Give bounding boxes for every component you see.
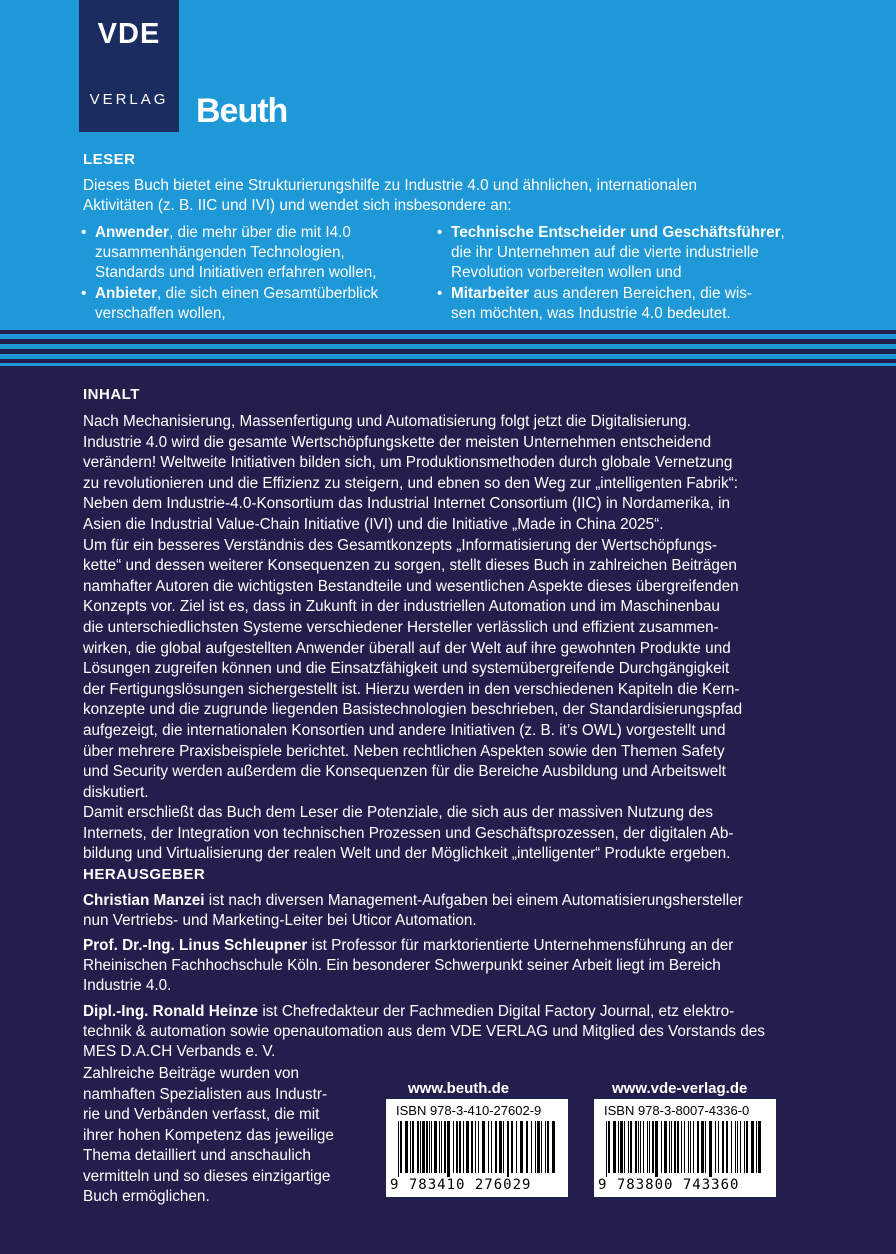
barcode-bar <box>746 1121 748 1173</box>
bullet-text: , <box>780 224 785 241</box>
bullet-anwender <box>81 223 377 283</box>
barcode-bar <box>541 1121 542 1173</box>
editor-bio: Industrie 4.0. <box>83 977 172 994</box>
isbn-barcode-beuth <box>386 1099 568 1197</box>
bullet-dot: • <box>437 224 443 241</box>
barcode-bar <box>547 1121 549 1173</box>
beuth-url[interactable]: www.beuth.de <box>408 1080 510 1097</box>
inhalt-line: konzepte und die zugrunde liegenden Basistechnologien beschrieben, der Standardisierungspfad <box>83 701 743 719</box>
barcode-graphic <box>604 1121 766 1179</box>
barcode-bar <box>488 1121 489 1173</box>
contributors-note <box>83 1064 334 1208</box>
barcode-bar <box>737 1121 738 1173</box>
barcode-bar <box>677 1121 679 1173</box>
barcode-bar <box>756 1121 757 1173</box>
bullet-text: Standards und Initiativen erfahren wollen, <box>95 264 377 281</box>
inhalt-line: über mehrere Praxisbeispiele berichtet. Neben rechtlichen Aspekten sowie den Themen Safety <box>83 742 725 760</box>
inhalt-line: aufgezeigt, die internationalen Konsortien und andere Initiativen (z. B. it’s OWL) vorgestellt und <box>83 721 726 739</box>
barcode-bar <box>552 1121 555 1173</box>
leser-intro-line: Dieses Buch bietet eine Strukturierungshilfe zu Industrie 4.0 und ähnlichen, internationalen <box>83 177 697 194</box>
barcode-bar <box>606 1121 607 1177</box>
vde-logo <box>79 0 179 132</box>
barcode-bar <box>688 1121 689 1173</box>
editor-bio: Rheinischen Fachhochschule Köln. Ein besonderer Schwerpunkt seiner Arbeit liegt im Bereich <box>83 957 721 974</box>
inhalt-line: Konzepts vor. Ziel ist es, dass in Zukunft in der industriellen Automation und im Maschinenbau <box>83 598 720 616</box>
barcode-bar <box>531 1121 532 1173</box>
isbn-barcode-vde <box>594 1099 776 1197</box>
note-line: ihrer hohen Kompetenz das jeweilige <box>83 1126 334 1144</box>
barcode-bar <box>630 1121 632 1173</box>
barcode-bar <box>735 1121 736 1173</box>
barcode-bar <box>669 1121 670 1173</box>
barcode-bar <box>495 1121 497 1173</box>
barcode-bar <box>684 1121 685 1173</box>
bullet-bold: Technische Entscheider und Geschäftsführer <box>451 224 781 241</box>
inhalt-line: wirken, die global aufgestellten Anwender überall auf der Welt auf ihre gewohnten Produkte und <box>83 639 731 657</box>
barcode-bar <box>705 1121 706 1173</box>
barcode-bar <box>693 1121 694 1173</box>
bullet-bold: Anwender <box>95 224 169 241</box>
barcode-bar <box>647 1121 648 1173</box>
bullet-dot: • <box>81 285 87 302</box>
barcode-bar <box>491 1121 492 1173</box>
bullet-text: zusammenhängenden Technologien, <box>95 244 345 261</box>
barcode-bar <box>422 1121 425 1173</box>
barcode-bar <box>674 1121 676 1173</box>
beuth-logo: Beuth <box>196 92 288 130</box>
barcode-bar <box>697 1121 699 1173</box>
barcode-bar <box>709 1121 712 1177</box>
barcode-bar <box>613 1121 616 1173</box>
vde-logo-text: VDE <box>97 18 161 50</box>
editor-bio: ist Chefredakteur der Fachmedien Digital Factory Journal, etz elektro- <box>258 1003 735 1020</box>
inhalt-heading: INHALT <box>83 386 140 403</box>
barcode-bar <box>475 1121 476 1173</box>
barcode-bar <box>466 1121 469 1173</box>
barcode-bar <box>463 1121 464 1173</box>
barcode-bar <box>456 1121 458 1173</box>
inhalt-line: diskutiert. <box>83 783 149 801</box>
bullet-bold: Anbieter <box>95 285 158 302</box>
barcode-bar <box>624 1121 625 1173</box>
editor-bio: technik & automation sowie openautomation aus dem VDE VERLAG und Mitglied des Vorstands des <box>83 1023 765 1040</box>
editor-name: Dipl.-Ing. Ronald Heinze <box>83 1003 259 1020</box>
inhalt-line: kette“ und dessen weiterer Konsequenzen zu sorgen, stellt dieses Buch in zahlreichen Beiträgen <box>83 557 737 575</box>
barcode-bar <box>400 1121 402 1173</box>
leser-heading: LESER <box>83 151 136 168</box>
editor-name: Christian Manzei <box>83 892 205 909</box>
decorative-stripes <box>0 330 896 370</box>
note-line: Buch ermöglichen. <box>83 1188 210 1205</box>
barcode-bar <box>516 1121 517 1173</box>
inhalt-line: zu revolutionieren und die Effizienz zu steigern, und ebnen so den Weg zur „intelligenten Fabrik“: <box>83 474 739 492</box>
barcode-bar <box>751 1121 754 1173</box>
barcode-bar <box>439 1121 440 1173</box>
editor-name: Prof. Dr.-Ing. Linus Schleupner <box>83 937 308 954</box>
barcode-bar <box>471 1121 473 1173</box>
bullet-text: , die sich einen Gesamtüberblick <box>157 285 379 302</box>
leser-intro <box>83 176 697 216</box>
barcode-bar <box>441 1121 442 1173</box>
barcode-bar <box>701 1121 704 1173</box>
bullet-text: Revolution vorbereiten wollen und <box>451 264 682 281</box>
barcode-bar <box>478 1121 479 1173</box>
barcode-bar <box>661 1121 662 1173</box>
bullet-dot: • <box>81 224 87 241</box>
barcode-bar <box>731 1121 732 1173</box>
editor-bio: MES D.A.CH Verbands e. V. <box>83 1043 276 1060</box>
bullet-text: verschaffen wollen, <box>95 305 226 322</box>
barcode-bar <box>412 1121 414 1173</box>
inhalt-line: namhafter Autoren die wichtigsten Bestandteile und wesentlichen Aspekte dieses übergreifenden <box>83 577 739 595</box>
editor-bio: ist Professor für marktorientierte Unternehmensführung an der <box>307 937 734 954</box>
inhalt-line: Internets, der Integration von technischen Prozessen und Geschäftsprozessen, der digitalen Ab- <box>83 824 734 842</box>
inhalt-line: Asien die Industrial Value-Chain Initiative (IVI) und die Initiative „Made in China 2025“. <box>83 515 664 533</box>
barcode-bar <box>426 1121 428 1173</box>
note-line: Thema detailliert und anschaulich <box>83 1147 311 1164</box>
editor-bio: ist nach diversen Management-Aufgaben bei einem Automatisierungshersteller <box>204 892 743 909</box>
herausgeber-heading: HERAUSGEBER <box>83 866 206 883</box>
barcode-bar <box>482 1121 485 1173</box>
barcode-bar <box>503 1121 504 1173</box>
inhalt-line: der Fertigungslösungen sichergestellt ist. Hierzu werden in den verschiedenen Kapiteln die Kern- <box>83 680 740 698</box>
note-line: Zahlreiche Beiträge wurden von <box>83 1065 299 1082</box>
barcode-bar <box>499 1121 502 1173</box>
barcode-bar <box>690 1121 691 1173</box>
barcode-bar <box>635 1121 637 1173</box>
barcode-bar <box>715 1121 716 1173</box>
barcode-bar <box>649 1121 650 1173</box>
leser-intro-line: Aktivitäten (z. B. IIC und IVI) und wendet sich insbesondere an: <box>83 197 512 214</box>
barcode-bar <box>420 1121 421 1173</box>
inhalt-line: und Security werden außerdem die Konsequenzen für die Bereiche Ausbildung und Arbeitswelt <box>83 763 726 781</box>
barcode-bar <box>640 1121 641 1173</box>
barcode-bar <box>535 1121 536 1173</box>
bullet-text: die ihr Unternehmen auf die vierte industrielle <box>451 244 759 261</box>
bullet-anbieter <box>81 284 379 324</box>
barcode-digits: 9 783800 743360 <box>598 1177 740 1193</box>
barcode-bar <box>526 1121 528 1173</box>
barcode-bar <box>655 1121 658 1177</box>
barcode-bar <box>726 1121 728 1173</box>
barcode-graphic <box>396 1121 558 1179</box>
inhalt-line: Nach Mechanisierung, Massenfertigung und Automatisierung folgt jetzt die Digitalisierung. <box>83 413 691 430</box>
barcode-bar <box>410 1121 411 1173</box>
barcode-bar <box>671 1121 672 1173</box>
barcode-bar <box>608 1121 610 1173</box>
barcode-bar <box>722 1121 724 1173</box>
barcode-bar <box>511 1121 513 1173</box>
inhalt-line: verändern! Weltweite Initiativen bilden sich, um Produktionsmethoden durch globale Vernetzung <box>83 454 733 472</box>
note-line: rie und Verbänden verfasst, die mit <box>83 1106 320 1123</box>
barcode-bar <box>744 1121 745 1173</box>
verlag-logo-text: VERLAG <box>89 91 169 108</box>
barcode-bar <box>620 1121 623 1173</box>
barcode-bar <box>398 1121 399 1177</box>
barcode-bar <box>431 1121 432 1173</box>
vde-verlag-url[interactable]: www.vde-verlag.de <box>612 1080 748 1097</box>
barcode-bar <box>520 1121 523 1173</box>
editor-heinze <box>83 1002 803 1062</box>
bullet-mitarbeiter <box>437 284 752 324</box>
barcode-bar <box>628 1121 629 1173</box>
barcode-bar <box>740 1121 741 1173</box>
bullet-entscheider <box>437 223 785 283</box>
inhalt-text <box>83 412 803 865</box>
barcode-bar <box>618 1121 619 1173</box>
isbn-label: ISBN 978-3-8007-4336-0 <box>604 1103 750 1118</box>
bullet-bold: Mitarbeiter <box>451 285 530 302</box>
bullet-dot: • <box>437 285 443 302</box>
barcode-bar <box>429 1121 430 1173</box>
barcode-bar <box>417 1121 419 1173</box>
barcode-bar <box>453 1121 454 1173</box>
barcode-bar <box>718 1121 719 1173</box>
inhalt-line: Damit erschließt das Buch dem Leser die Potenziale, die sich aus der massiven Nutzung des <box>83 804 714 822</box>
editor-manzei <box>83 891 803 931</box>
barcode-bar <box>664 1121 667 1173</box>
inhalt-line: Lösungen zugreifen können und die Einsatzfähigkeit und systemübergreifende Durchgängigkeit <box>83 660 730 678</box>
inhalt-line: bildung und Virtualisierung der realen Welt und der Möglichkeit „intelligenter“ Produkte ergeben. <box>83 845 731 863</box>
inhalt-line: die unterschiedlichsten Systeme verschiedener Hersteller verlässlich und effizient zusammen- <box>83 618 719 636</box>
note-line: namhaften Spezialisten aus Industr- <box>83 1085 328 1103</box>
inhalt-line: Neben dem Industrie-4.0-Konsortium das Industrial Internet Consortium (IIC) in Nordamerika, in <box>83 495 730 513</box>
bullet-text: , die mehr über die mit I4.0 <box>168 224 351 241</box>
barcode-bar <box>545 1121 546 1173</box>
barcode-bar <box>681 1121 682 1173</box>
barcode-bar <box>459 1121 461 1173</box>
barcode-bar <box>758 1121 761 1173</box>
bullet-text: sen möchten, was Industrie 4.0 bedeutet. <box>451 305 731 322</box>
barcode-bar <box>434 1121 437 1173</box>
barcode-bar <box>405 1121 408 1173</box>
barcode-bar <box>643 1121 644 1173</box>
barcode-bar <box>652 1121 654 1173</box>
bullet-text: aus anderen Bereichen, die wis- <box>529 285 752 302</box>
barcode-bar <box>638 1121 639 1173</box>
note-line: vermitteln und so dieses einzigartige <box>83 1167 331 1185</box>
barcode-bar <box>537 1121 540 1173</box>
barcode-bar <box>507 1121 509 1177</box>
inhalt-line: Industrie 4.0 wird die gesamte Wertschöpfungskette der meisten Unternehmen entscheidend <box>83 433 712 451</box>
editor-bio: nun Vertriebs- und Marketing-Leiter bei Uticor Automation. <box>83 912 477 929</box>
isbn-label: ISBN 978-3-410-27602-9 <box>396 1103 542 1118</box>
editor-schleupner <box>83 936 803 996</box>
barcode-digits: 9 783410 276029 <box>390 1177 532 1193</box>
barcode-bar <box>447 1121 450 1177</box>
barcode-bar <box>444 1121 446 1173</box>
inhalt-line: Um für ein besseres Verständnis des Gesamtkonzepts „Informatisierung der Wertschöpfungs- <box>83 536 717 554</box>
